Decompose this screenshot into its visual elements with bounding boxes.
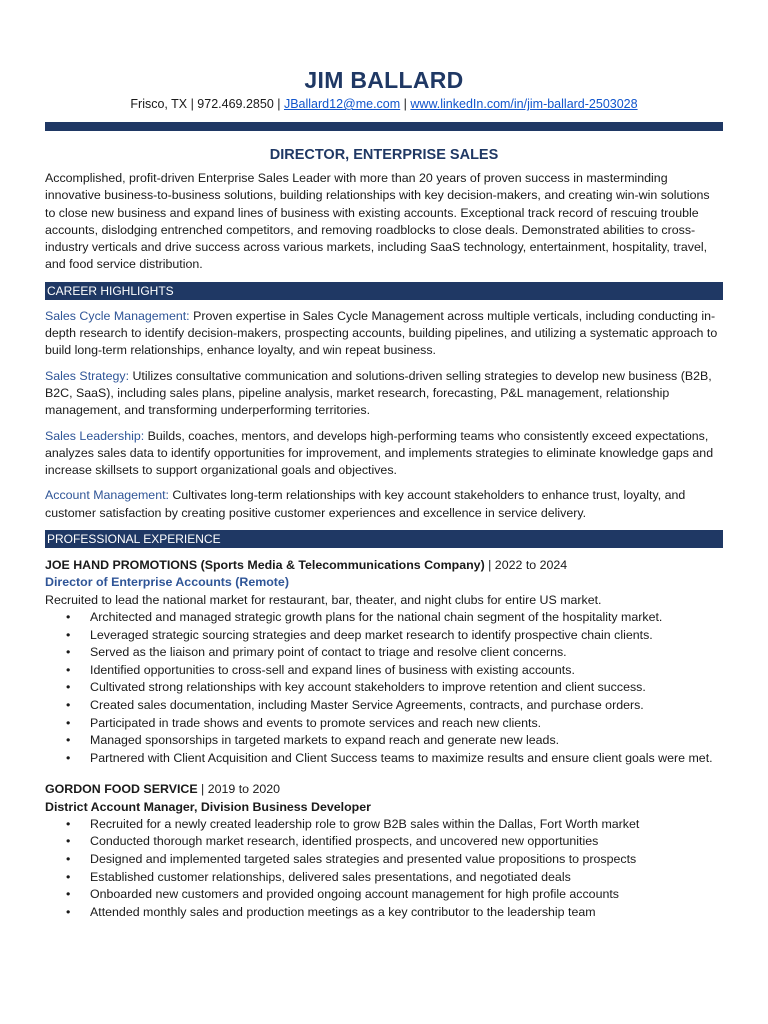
highlight-item	[45, 308, 723, 360]
bullet-text: Served as the liaison and primary point of contact to triage and resolve client concerns.	[90, 645, 567, 660]
bullet-icon: •	[66, 697, 71, 712]
bullet-text: Attended monthly sales and production meetings as a key contributor to the leadership team	[90, 904, 596, 919]
highlight-title: Sales Leadership:	[45, 428, 145, 443]
bullet-icon: •	[66, 733, 71, 748]
job-bullet	[45, 886, 723, 904]
bullet-text: Architected and managed strategic growth plans for the national chain segment of the hospitality market.	[90, 609, 663, 624]
job-bullet	[45, 644, 723, 662]
bullet-icon: •	[66, 904, 71, 919]
highlight-text: Cultivates long-term relationships with key account stakeholders to enhance trust, loyalty, and customer satisfaction by creating positive customer experiences and excellence in service delivery.	[45, 488, 686, 520]
job-bullet	[45, 816, 723, 834]
bullet-icon: •	[66, 750, 71, 765]
bullet-text: Partnered with Client Acquisition and Client Success teams to maximize results and ensure client goals were met.	[90, 750, 713, 765]
bullet-icon: •	[66, 852, 71, 867]
job-bullet	[45, 679, 723, 697]
bullet-icon: •	[66, 869, 71, 884]
job-bullet	[45, 627, 723, 645]
bullet-icon: •	[66, 834, 71, 849]
job-dates: | 2022 to 2024	[484, 558, 568, 573]
bullet-text: Onboarded new customers and provided ongoing account management for high profile accounts	[90, 887, 619, 902]
job-bullet	[45, 697, 723, 715]
job-bullet	[45, 609, 723, 627]
job-bullet	[45, 662, 723, 680]
bullet-text: Cultivated strong relationships with key account stakeholders to improve retention and client success.	[90, 680, 646, 695]
location-phone: Frisco, TX | 972.469.2850 |	[130, 97, 284, 111]
bullet-text: Leveraged strategic sourcing strategies and deep market research to identify prospective chain clients.	[90, 627, 653, 642]
bullet-icon: •	[66, 662, 71, 677]
bullet-icon: •	[66, 680, 71, 695]
job-bullet	[45, 750, 723, 768]
company-name: GORDON FOOD SERVICE	[45, 782, 198, 797]
section-header-career-highlights: CAREER HIGHLIGHTS	[45, 282, 723, 300]
highlight-item	[45, 487, 723, 522]
bullet-icon: •	[66, 887, 71, 902]
professional-headline: DIRECTOR, ENTERPRISE SALES	[269, 147, 499, 163]
highlight-title: Account Management:	[45, 488, 169, 503]
contact-separator: |	[400, 97, 411, 111]
bullet-text: Established customer relationships, delivered sales presentations, and negotiated deals	[90, 869, 571, 884]
bullet-text: Identified opportunities to cross-sell and expand lines of business with existing accounts.	[90, 662, 575, 677]
job-dates: | 2019 to 2020	[197, 782, 281, 797]
job-bullet	[45, 833, 723, 851]
email-link[interactable]: JBallard12@me.com	[283, 97, 401, 111]
bullet-text: Recruited for a newly created leadership role to grow B2B sales within the Dallas, Fort Worth market	[90, 816, 640, 831]
job-bullet	[45, 732, 723, 750]
bullet-icon: •	[66, 816, 71, 831]
job-title: District Account Manager, Division Business Developer	[45, 799, 371, 814]
job-bullet-list	[45, 609, 723, 767]
bullet-text: Managed sponsorships in targeted markets to expand reach and generate new leads.	[90, 733, 560, 748]
highlight-text: Builds, coaches, mentors, and develops high-performing teams who consistently exceed expectations, analyzes sales data to identify opportunities for improvement, and implements strategies to eliminate knowledge gaps and increase skillsets to support organizational goals and objectives.	[45, 428, 714, 478]
job-bullet	[45, 715, 723, 733]
summary-paragraph: Accomplished, profit-driven Enterprise Sales Leader with more than 20 years of proven success in masterminding innovative business-to-business solutions, building relationships with key decision-makers, and creating win-win solutions to close new business and expand lines of business with existing accounts. Exceptional track record of rescuing trouble accounts, dislodging entrenched competitors, and removing roadblocks to close deals. Demonstrated abilities to cross-industry verticals and drive success across various markets, including SaaS technology, entertainment, hospitality, travel, and food service distribution.	[45, 171, 710, 272]
job-bullet	[45, 851, 723, 869]
bullet-text: Designed and implemented targeted sales strategies and presented value propositions to prospects	[90, 852, 637, 867]
job-description: Recruited to lead the national market for restaurant, bar, theater, and night clubs for entire US market.	[45, 592, 602, 607]
highlight-item	[45, 368, 723, 420]
job-header	[45, 781, 723, 798]
section-header-professional-experience: PROFESSIONAL EXPERIENCE	[45, 530, 723, 548]
highlight-item	[45, 428, 723, 480]
bullet-icon: •	[66, 627, 71, 642]
linkedin-link[interactable]: www.linkedIn.com/in/jim-ballard-2503028	[410, 97, 638, 111]
job-bullet-list	[45, 816, 723, 922]
bullet-text: Participated in trade shows and events to promote services and reach new clients.	[90, 715, 542, 730]
company-name: JOE HAND PROMOTIONS (Sports Media & Telecommunications Company)	[45, 558, 485, 573]
bullet-text: Conducted thorough market research, identified prospects, and uncovered new opportunities	[90, 834, 599, 849]
contact-line	[45, 96, 723, 112]
highlight-title: Sales Cycle Management:	[45, 308, 190, 323]
highlight-text: Proven expertise in Sales Cycle Management across multiple verticals, including conducting in-depth research to identify decision-makers, prospecting accounts, building pipelines, and utilizing a systematic approach to build long-term relationships, enhance loyalty, and win repeat business.	[45, 308, 718, 358]
job-header	[45, 557, 723, 574]
highlight-title: Sales Strategy:	[45, 368, 130, 383]
highlight-text: Utilizes consultative communication and solutions-driven selling strategies to develop new business (B2B, B2C, SaaS), including sales plans, pipeline analysis, market research, forecasting, P&L management, relationship management, and transforming underperforming territories.	[45, 368, 712, 418]
bullet-text: Created sales documentation, including Master Service Agreements, contracts, and purchase orders.	[90, 697, 644, 712]
job-bullet	[45, 869, 723, 887]
job-title: Director of Enterprise Accounts (Remote)	[45, 575, 289, 590]
header-divider	[45, 122, 723, 131]
bullet-icon: •	[66, 645, 71, 660]
job-bullet	[45, 904, 723, 922]
spacer	[45, 767, 723, 781]
bullet-icon: •	[66, 715, 71, 730]
candidate-name: JIM BALLARD	[304, 67, 464, 93]
bullet-icon: •	[66, 609, 71, 624]
